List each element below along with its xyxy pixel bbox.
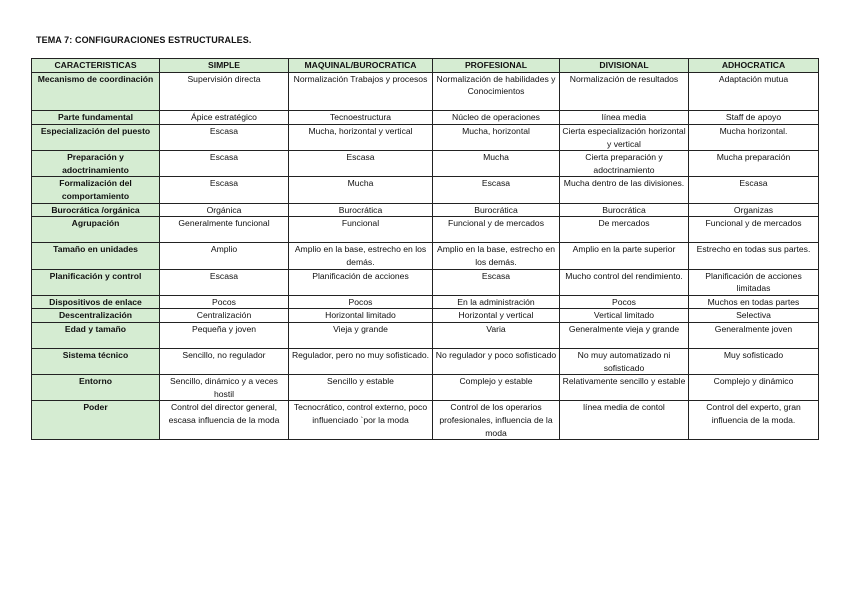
table-cell: Normalización Trabajos y procesos bbox=[289, 72, 433, 111]
table-cell: Escasa bbox=[433, 177, 560, 203]
table-cell: Burocrática bbox=[289, 203, 433, 217]
table-cell: Estrecho en todas sus partes. bbox=[689, 243, 819, 269]
table-cell: Organizas bbox=[689, 203, 819, 217]
table-cell: Sencillo, dinámico y a veces hostil bbox=[160, 375, 289, 401]
table-cell: De mercados bbox=[560, 217, 689, 243]
table-cell: línea media bbox=[560, 111, 689, 125]
table-cell: Complejo y dinámico bbox=[689, 375, 819, 401]
row-header-cell: Especialización del puesto bbox=[32, 124, 160, 150]
row-header-cell: Planificación y control bbox=[32, 269, 160, 295]
table-header-row bbox=[32, 59, 819, 73]
table-cell: Muchos en todas partes bbox=[689, 295, 819, 309]
header-adhocratica: ADHOCRATICA bbox=[689, 59, 819, 73]
table-cell: Vertical limitado bbox=[560, 309, 689, 323]
row-header-cell: Formalización del comportamiento bbox=[32, 177, 160, 203]
table-cell: Pocos bbox=[560, 295, 689, 309]
row-header-cell: Dispositivos de enlace bbox=[32, 295, 160, 309]
table-row bbox=[32, 295, 819, 309]
table-cell: Mucha dentro de las divisiones. bbox=[560, 177, 689, 203]
table-cell: Horizontal limitado bbox=[289, 309, 433, 323]
table-cell: En la administración bbox=[433, 295, 560, 309]
table-row bbox=[32, 177, 819, 203]
table-cell: Centralización bbox=[160, 309, 289, 323]
table-cell: Generalmente joven bbox=[689, 322, 819, 348]
row-header-cell: Poder bbox=[32, 401, 160, 440]
table-cell: Escasa bbox=[433, 269, 560, 295]
table-cell: Amplio en la base, estrecho en los demás. bbox=[433, 243, 560, 269]
row-header-cell: Edad y tamaño bbox=[32, 322, 160, 348]
configurations-table bbox=[31, 58, 819, 440]
table-cell: Funcional y de mercados bbox=[433, 217, 560, 243]
row-header-cell: Tamaño en unidades bbox=[32, 243, 160, 269]
table-row bbox=[32, 217, 819, 243]
table-cell: No regulador y poco sofisticado bbox=[433, 349, 560, 375]
table-cell: Núcleo de operaciones bbox=[433, 111, 560, 125]
table-cell: Tecnoestructura bbox=[289, 111, 433, 125]
table-cell: Escasa bbox=[160, 177, 289, 203]
table-cell: Mucha horizontal. bbox=[689, 124, 819, 150]
table-cell: Funcional bbox=[289, 217, 433, 243]
table-cell: Planificación de acciones bbox=[289, 269, 433, 295]
table-cell: Muy sofisticado bbox=[689, 349, 819, 375]
table-cell: Escasa bbox=[160, 269, 289, 295]
table-cell: Funcional y de mercados bbox=[689, 217, 819, 243]
table-cell: Control del experto, gran influencia de la moda. bbox=[689, 401, 819, 440]
table-cell: Escasa bbox=[289, 151, 433, 177]
document-title: TEMA 7: CONFIGURACIONES ESTRUCTURALES. bbox=[36, 35, 252, 45]
table-cell: Varia bbox=[433, 322, 560, 348]
table-row bbox=[32, 124, 819, 150]
table-cell: Mucha, horizontal y vertical bbox=[289, 124, 433, 150]
table-cell: Sencillo, no regulador bbox=[160, 349, 289, 375]
row-header-cell: Mecanismo de coordinación bbox=[32, 72, 160, 111]
table-cell: Ápice estratégico bbox=[160, 111, 289, 125]
table-row bbox=[32, 349, 819, 375]
table-cell: Escasa bbox=[160, 124, 289, 150]
table-row bbox=[32, 111, 819, 125]
table-cell: Control de los operarios profesionales, influencia de la moda bbox=[433, 401, 560, 440]
table-cell: Cierta especialización horizontal y vertical bbox=[560, 124, 689, 150]
table-cell: Generalmente vieja y grande bbox=[560, 322, 689, 348]
header-profesional: PROFESIONAL bbox=[433, 59, 560, 73]
table-cell: Supervisión directa bbox=[160, 72, 289, 111]
table-cell: Pocos bbox=[160, 295, 289, 309]
table-cell: Planificación de acciones limitadas bbox=[689, 269, 819, 295]
row-header-cell: Entorno bbox=[32, 375, 160, 401]
table-row bbox=[32, 72, 819, 111]
table-cell: Amplio en la parte superior bbox=[560, 243, 689, 269]
table-cell: Escasa bbox=[160, 151, 289, 177]
table-cell: Burocrática bbox=[433, 203, 560, 217]
table-cell: Tecnocrático, control externo, poco influenciado `por la moda bbox=[289, 401, 433, 440]
table-row bbox=[32, 309, 819, 323]
table-cell: Complejo y estable bbox=[433, 375, 560, 401]
table-row bbox=[32, 269, 819, 295]
row-header-cell: Preparación y adoctrinamiento bbox=[32, 151, 160, 177]
row-header-cell: Descentralización bbox=[32, 309, 160, 323]
table-row bbox=[32, 322, 819, 348]
header-divisional: DIVISIONAL bbox=[560, 59, 689, 73]
table-cell: Escasa bbox=[689, 177, 819, 203]
table-row bbox=[32, 375, 819, 401]
row-header-cell: Agrupación bbox=[32, 217, 160, 243]
table-cell: Normalización de resultados bbox=[560, 72, 689, 111]
table-cell: Cierta preparación y adoctrinamiento bbox=[560, 151, 689, 177]
table-cell: Horizontal y vertical bbox=[433, 309, 560, 323]
table-row bbox=[32, 243, 819, 269]
table-cell: Sencillo y estable bbox=[289, 375, 433, 401]
table-cell: Control del director general, escasa influencia de la moda bbox=[160, 401, 289, 440]
table-cell: Relativamente sencillo y estable bbox=[560, 375, 689, 401]
table-cell: Mucha bbox=[433, 151, 560, 177]
table-cell: Orgánica bbox=[160, 203, 289, 217]
table-row bbox=[32, 401, 819, 440]
table-row bbox=[32, 203, 819, 217]
table-cell: Pocos bbox=[289, 295, 433, 309]
table-cell: Pequeña y joven bbox=[160, 322, 289, 348]
table-cell: Mucha, horizontal bbox=[433, 124, 560, 150]
table-cell: No muy automatizado ni sofisticado bbox=[560, 349, 689, 375]
table-row bbox=[32, 151, 819, 177]
header-maquinal-burocratica: MAQUINAL/BUROCRATICA bbox=[289, 59, 433, 73]
table-cell: Mucha bbox=[289, 177, 433, 203]
table-cell: Amplio bbox=[160, 243, 289, 269]
row-header-cell: Burocrática /orgánica bbox=[32, 203, 160, 217]
table-cell: Amplio en la base, estrecho en los demás. bbox=[289, 243, 433, 269]
table-cell: Selectiva bbox=[689, 309, 819, 323]
table-cell: Burocrática bbox=[560, 203, 689, 217]
table-cell: Mucho control del rendimiento. bbox=[560, 269, 689, 295]
table-cell: Adaptación mutua bbox=[689, 72, 819, 111]
table-cell: Normalización de habilidades y Conocimientos bbox=[433, 72, 560, 111]
table-cell: Staff de apoyo bbox=[689, 111, 819, 125]
table-cell: Regulador, pero no muy sofisticado. bbox=[289, 349, 433, 375]
table-cell: Generalmente funcional bbox=[160, 217, 289, 243]
table-cell: Mucha preparación bbox=[689, 151, 819, 177]
header-simple: SIMPLE bbox=[160, 59, 289, 73]
row-header-cell: Parte fundamental bbox=[32, 111, 160, 125]
table-cell: línea media de contol bbox=[560, 401, 689, 440]
header-caracteristicas: CARACTERISTICAS bbox=[32, 59, 160, 73]
row-header-cell: Sistema técnico bbox=[32, 349, 160, 375]
table-cell: Vieja y grande bbox=[289, 322, 433, 348]
